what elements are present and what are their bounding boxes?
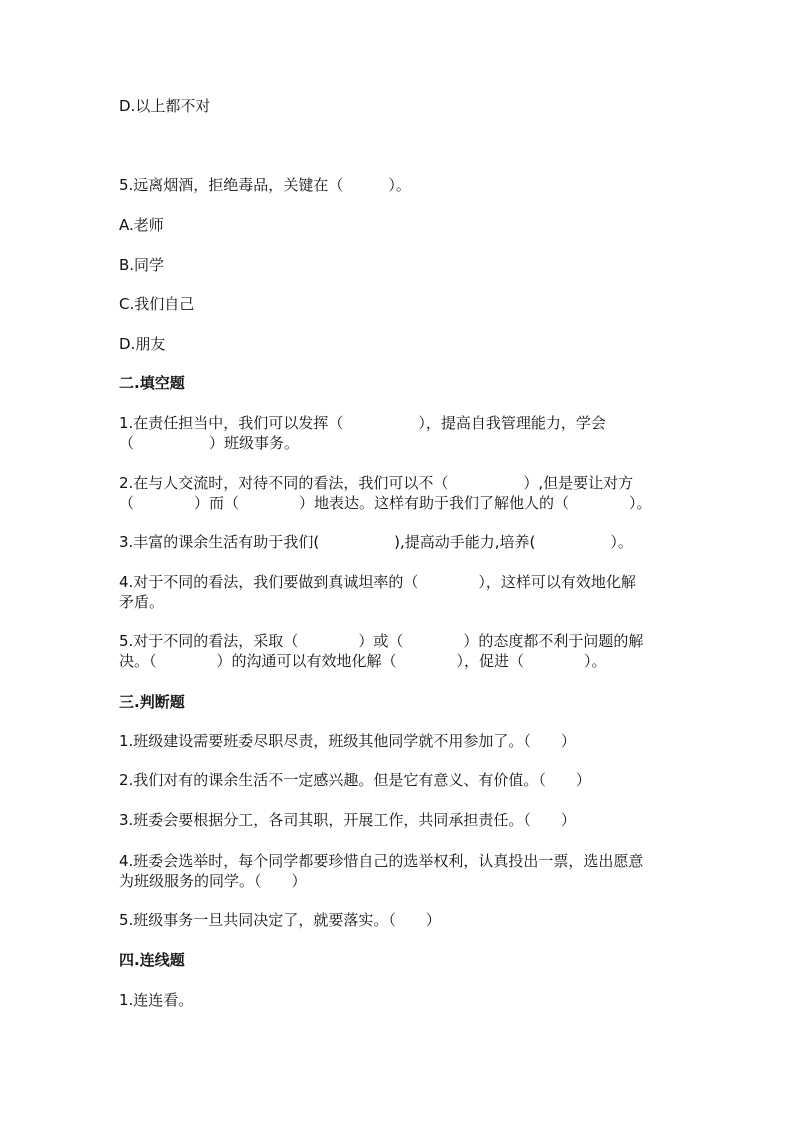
q5-option-b: B.同学 xyxy=(119,256,165,274)
fill-q2-line1: 2.在与人交流时，对待不同的看法，我们可以不（ ）,但是要让对方 xyxy=(119,474,634,492)
section2-title: 二.填空题 xyxy=(119,374,185,392)
fill-q5-line2: 决。（ ）的沟通可以有效地化解（ ），促进（ ）。 xyxy=(119,652,607,670)
judge-q1: 1.班级建设需要班委尽职尽责，班级其他同学就不用参加了。（ ） xyxy=(119,732,576,750)
q5-option-c: C.我们自己 xyxy=(119,295,195,313)
judge-q5: 5.班级事务一旦共同决定了，就要落实。（ ） xyxy=(119,911,441,929)
judge-q2: 2.我们对有的课余生活不一定感兴趣。但是它有意义、有价值。（ ） xyxy=(119,771,591,789)
q5-option-d: D.朋友 xyxy=(119,335,166,353)
match-q1: 1.连连看。 xyxy=(119,991,194,1009)
q4-option-d: D.以上都不对 xyxy=(119,97,211,115)
fill-q5-line1: 5.对于不同的看法，采取（ ）或（ ）的态度都不利于问题的解 xyxy=(119,632,644,650)
fill-q1-line2: （ ）班级事务。 xyxy=(119,434,300,452)
fill-q3-line1: 3.丰富的课余生活有助于我们( ),提高动手能力,培养( ）。 xyxy=(119,533,633,551)
q5-option-a: A.老师 xyxy=(119,216,164,234)
judge-q4-line2: 为班级服务的同学。（ ） xyxy=(119,872,307,890)
q5-stem: 5.远离烟酒，拒绝毒品，关键在（ ）。 xyxy=(119,176,411,194)
fill-q2-line2: （ ）而（ ）地表达。这样有助于我们了解他人的（ ）。 xyxy=(119,494,652,512)
fill-q4-line1: 4.对于不同的看法，我们要做到真诚坦率的（ ），这样可以有效地化解 xyxy=(119,573,636,591)
section3-title: 三.判断题 xyxy=(119,693,185,711)
section4-title: 四.连线题 xyxy=(119,951,185,969)
judge-q4-line1: 4.班委会选举时，每个同学都要珍惜自己的选举权利，认真投出一票，选出愿意 xyxy=(119,852,644,870)
fill-q4-line2: 矛盾。 xyxy=(119,593,165,611)
fill-q1-line1: 1.在责任担当中，我们可以发挥（ ），提高自我管理能力，学会 xyxy=(119,414,606,432)
judge-q3: 3.班委会要根据分工，各司其职，开展工作，共同承担责任。（ ） xyxy=(119,811,576,829)
